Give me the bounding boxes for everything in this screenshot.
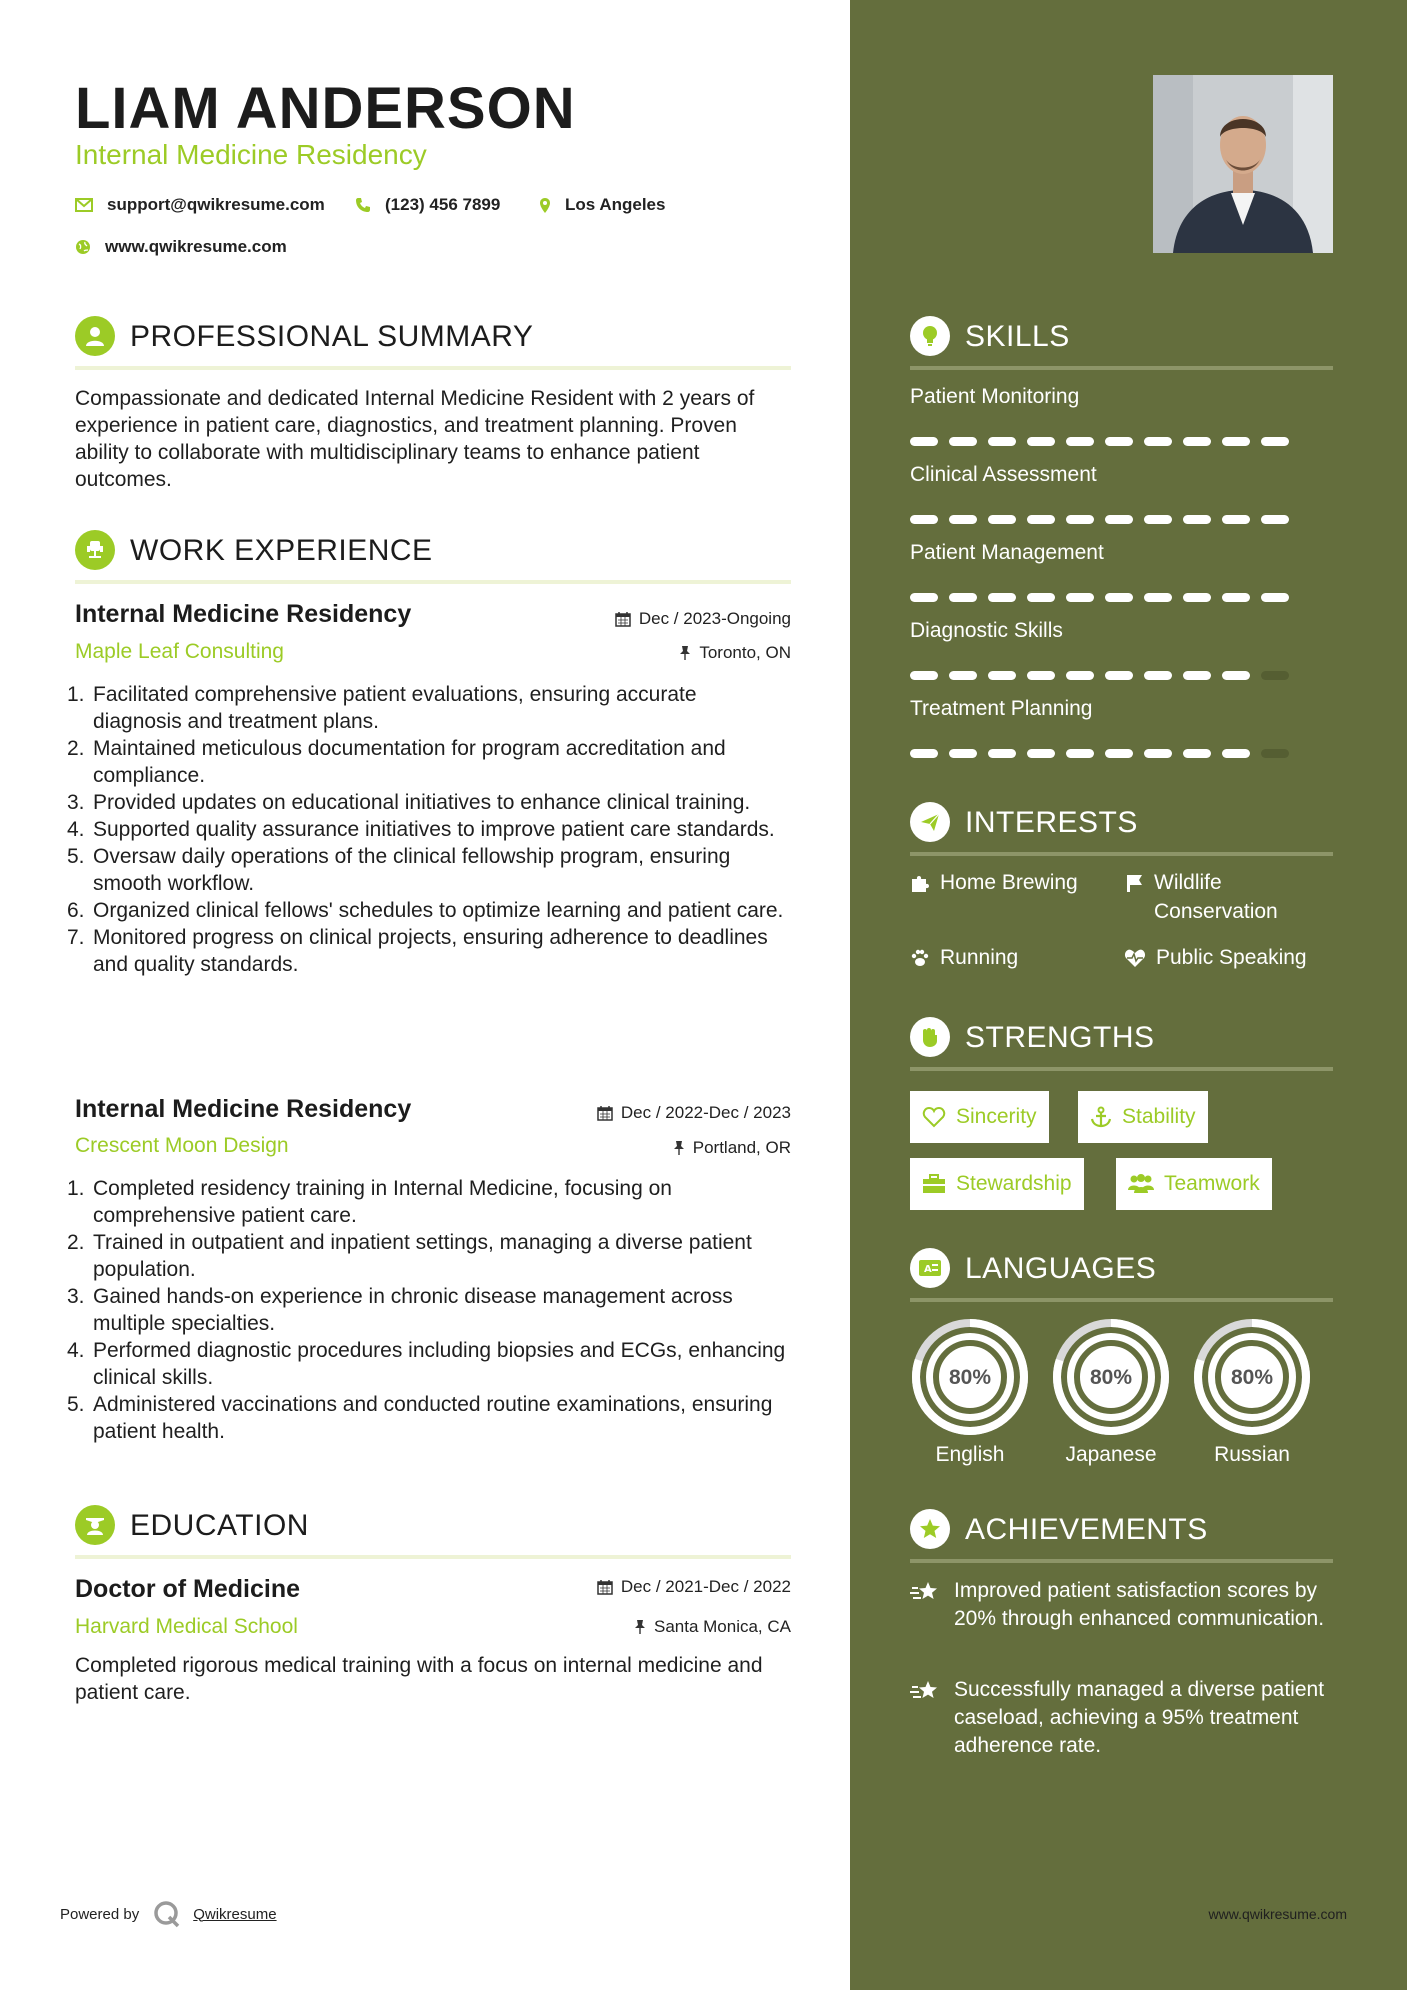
job-1-date	[615, 609, 791, 629]
education-date	[597, 1577, 791, 1597]
skill-level-dash	[1222, 749, 1250, 758]
graduate-icon	[75, 1505, 115, 1545]
job-2-date-text: Dec / 2022-Dec / 2023	[620, 1103, 791, 1122]
skill-name: Diagnostic Skills	[910, 619, 1063, 642]
map-pin-icon	[539, 197, 551, 214]
interest-label: Home Brewing	[940, 871, 1078, 894]
skill-level-dash	[1261, 593, 1289, 602]
interest-label: Public Speaking	[1156, 946, 1307, 969]
interest-wildlife-conservation	[1124, 868, 1324, 926]
fist-icon	[910, 1017, 950, 1057]
skills-title: SKILLS	[965, 320, 1070, 353]
skill-level-bar	[910, 515, 1289, 524]
skill-level-dash	[1144, 437, 1172, 446]
job-2-date	[597, 1103, 791, 1123]
calendar-icon	[597, 1105, 613, 1121]
strength-label: Stewardship	[956, 1172, 1072, 1195]
contact-location	[539, 195, 665, 215]
skill-level-dash	[1066, 515, 1094, 524]
shooting-star-icon	[910, 1579, 942, 1605]
skill-level-dash	[949, 437, 977, 446]
skill-level-dash	[949, 515, 977, 524]
job-1-location-text: Toronto, ON	[699, 643, 791, 662]
globe-icon	[75, 239, 91, 255]
skill-level-dash	[1027, 593, 1055, 602]
pushpin-icon	[679, 645, 691, 661]
paper-plane-icon	[910, 802, 950, 842]
interests-title: INTERESTS	[965, 806, 1138, 839]
skill-level-dash	[910, 749, 938, 758]
calendar-icon	[597, 1579, 613, 1595]
education-degree: Doctor of Medicine	[75, 1575, 301, 1603]
job-1-title: Internal Medicine Residency	[75, 600, 412, 628]
users-icon	[1128, 1174, 1154, 1194]
star-badge-icon	[910, 1509, 950, 1549]
experience-title: WORK EXPERIENCE	[130, 534, 433, 567]
language-name: English	[935, 1443, 1005, 1466]
strength-chip-stewardship	[910, 1158, 1084, 1210]
powered-by-text: Powered by	[60, 1905, 140, 1923]
skill-name: Patient Monitoring	[910, 385, 1080, 408]
skill-level-dash	[1027, 437, 1055, 446]
skill-level-dash	[988, 515, 1016, 524]
skill-level-dash	[1105, 749, 1133, 758]
skill-level-dash	[910, 671, 938, 680]
experience-header	[75, 530, 791, 584]
skill-level-dash	[1027, 515, 1055, 524]
job-2-location-text: Portland, OR	[692, 1138, 791, 1157]
strengths-header	[910, 1017, 1333, 1071]
summary-header	[75, 316, 791, 370]
puzzle-icon	[910, 873, 930, 893]
candidate-role: Internal Medicine Residency	[75, 139, 427, 170]
strength-label: Teamwork	[1164, 1172, 1260, 1195]
skill-level-dash	[1066, 671, 1094, 680]
qwikresume-link[interactable]: Qwikresume	[193, 1905, 277, 1923]
summary-text: Compassionate and dedicated Internal Medicine Resident with 2 years of experience in patient care, diagnostics, and treatment planning. Proven ability to collaborate with multidisciplinary teams to enhance patient outcomes.	[75, 387, 755, 491]
envelope-icon	[75, 198, 93, 212]
list-item: 4. Supported quality assurance initiatives to improve patient care standards.	[67, 818, 775, 841]
language-ring	[908, 1315, 1032, 1439]
achievement-text: Improved patient satisfaction scores by 20% through enhanced communication.	[954, 1579, 1325, 1630]
paw-icon	[910, 948, 930, 968]
strengths-title: STRENGTHS	[965, 1021, 1155, 1054]
language-card-icon	[910, 1248, 950, 1288]
email-text: support@qwikresume.com	[107, 195, 325, 214]
language-name: Russian	[1214, 1443, 1290, 1466]
job-2-company: Crescent Moon Design	[75, 1134, 289, 1157]
language-item	[1049, 1315, 1173, 1467]
language-percent: 80%	[1089, 1366, 1133, 1389]
language-ring	[1049, 1315, 1173, 1439]
skill-level-bar	[910, 437, 1289, 446]
achievement-item	[910, 1577, 1333, 1633]
skill-level-dash	[1027, 671, 1055, 680]
pushpin-icon	[673, 1140, 685, 1156]
job-1-company: Maple Leaf Consulting	[75, 640, 284, 663]
skill-name: Patient Management	[910, 541, 1104, 564]
skill-level-dash	[988, 671, 1016, 680]
education-title: EDUCATION	[130, 1509, 309, 1542]
skill-level-dash	[1144, 749, 1172, 758]
education-text: Completed rigorous medical training with a focus on internal medicine and patient care.	[75, 1654, 763, 1704]
interest-home-brewing	[910, 868, 1078, 897]
list-item: 3. Provided updates on educational initiatives to enhance clinical training.	[67, 791, 751, 814]
achievements-title: ACHIEVEMENTS	[965, 1513, 1208, 1546]
skill-name: Clinical Assessment	[910, 463, 1097, 486]
skill-level-dash	[1144, 671, 1172, 680]
skill-level-dash	[1105, 515, 1133, 524]
job-2-location	[673, 1138, 791, 1158]
skill-level-dash	[1066, 437, 1094, 446]
skill-level-dash	[1261, 749, 1289, 758]
website-text: www.qwikresume.com	[105, 237, 287, 256]
calendar-icon	[615, 611, 631, 627]
strength-label: Stability	[1122, 1105, 1196, 1128]
skill-level-dash	[1261, 437, 1289, 446]
skill-level-dash	[910, 593, 938, 602]
list-item: 2. Maintained meticulous documentation for program accreditation and compliance.	[67, 737, 726, 787]
achievement-text: Successfully managed a diverse patient caseload, achieving a 95% treatment adherence rate.	[954, 1678, 1325, 1757]
list-item: 1. Completed residency training in Internal Medicine, focusing on comprehensive patient care.	[67, 1177, 672, 1227]
phone-icon	[355, 197, 371, 213]
languages-header	[910, 1248, 1333, 1302]
skill-level-dash	[1183, 437, 1211, 446]
heartbeat-icon	[1124, 948, 1146, 968]
skill-level-dash	[1261, 671, 1289, 680]
contact-website[interactable]	[75, 237, 287, 257]
skill-level-dash	[1183, 515, 1211, 524]
skill-level-dash	[1105, 593, 1133, 602]
heart-icon	[922, 1106, 946, 1128]
interest-running	[910, 943, 1018, 972]
list-item: 4. Performed diagnostic procedures including biopsies and ECGs, enhancing clinical skills.	[67, 1339, 786, 1389]
skill-level-dash	[988, 749, 1016, 758]
languages-title: LANGUAGES	[965, 1252, 1157, 1285]
education-location-text: Santa Monica, CA	[653, 1617, 791, 1636]
skill-level-dash	[1027, 749, 1055, 758]
skill-level-dash	[1105, 671, 1133, 680]
contact-email[interactable]	[75, 195, 325, 215]
job-1-bullets	[67, 681, 791, 978]
list-item: 5. Administered vaccinations and conducted routine examinations, ensuring patient health.	[67, 1393, 773, 1443]
skill-level-dash	[1144, 515, 1172, 524]
skill-level-dash	[910, 437, 938, 446]
language-name: Japanese	[1065, 1443, 1157, 1466]
list-item: 5. Oversaw daily operations of the clinical fellowship program, ensuring smooth workflow.	[67, 845, 731, 895]
language-item	[908, 1315, 1032, 1467]
footer-site-link[interactable]: www.qwikresume.com	[1208, 1906, 1347, 1922]
shooting-star-icon	[910, 1678, 942, 1704]
education-school: Harvard Medical School	[75, 1615, 298, 1638]
interest-label: Wildlife Conservation	[1154, 871, 1278, 923]
flag-icon	[1124, 873, 1144, 893]
skill-level-dash	[910, 515, 938, 524]
briefcase-icon	[922, 1174, 946, 1194]
skill-level-dash	[1183, 671, 1211, 680]
strength-label: Sincerity	[956, 1105, 1037, 1128]
achievement-item	[910, 1676, 1333, 1760]
education-location	[634, 1617, 791, 1637]
skill-level-bar	[910, 671, 1289, 680]
skill-level-bar	[910, 749, 1289, 758]
list-item: 6. Organized clinical fellows' schedules to optimize learning and patient care.	[67, 899, 784, 922]
user-icon	[75, 316, 115, 356]
list-item: 1. Facilitated comprehensive patient evaluations, ensuring accurate diagnosis and treatment plans.	[67, 683, 697, 733]
language-percent: 80%	[948, 1366, 992, 1389]
job-1-date-text: Dec / 2023-Ongoing	[638, 609, 791, 628]
language-percent: 80%	[1230, 1366, 1274, 1389]
skill-level-dash	[1066, 749, 1094, 758]
language-item	[1190, 1315, 1314, 1467]
job-2-bullets	[67, 1175, 791, 1445]
skill-name: Treatment Planning	[910, 697, 1093, 720]
job-2-title: Internal Medicine Residency	[75, 1095, 412, 1123]
anchor-icon	[1090, 1106, 1112, 1128]
skill-level-dash	[1222, 593, 1250, 602]
skill-level-dash	[988, 593, 1016, 602]
skill-level-dash	[988, 437, 1016, 446]
skill-level-dash	[949, 749, 977, 758]
skill-level-dash	[1261, 515, 1289, 524]
skill-level-dash	[1144, 593, 1172, 602]
phone-text: (123) 456 7899	[385, 195, 501, 214]
strength-chip-stability	[1078, 1091, 1208, 1143]
skill-level-dash	[949, 671, 977, 680]
skill-level-dash	[1222, 515, 1250, 524]
achievements-header	[910, 1509, 1333, 1563]
qwikresume-logo-icon	[153, 1900, 181, 1928]
interest-label: Running	[940, 946, 1019, 969]
interests-header	[910, 802, 1333, 856]
job-1-location	[679, 643, 791, 663]
skill-level-dash	[949, 593, 977, 602]
lightbulb-icon	[910, 316, 950, 356]
skill-level-dash	[1183, 593, 1211, 602]
svg-text:A: A	[924, 1264, 932, 1275]
skills-header	[910, 316, 1333, 370]
skill-level-bar	[910, 593, 1289, 602]
skill-level-dash	[1222, 671, 1250, 680]
briefcase-chair-icon	[75, 530, 115, 570]
list-item: 3. Gained hands-on experience in chronic disease management across multiple specialties.	[67, 1285, 733, 1335]
profile-photo	[1153, 75, 1333, 253]
list-item: 2. Trained in outpatient and inpatient settings, managing a diverse patient population.	[67, 1231, 752, 1281]
pushpin-icon	[634, 1619, 646, 1635]
summary-title: PROFESSIONAL SUMMARY	[130, 320, 534, 353]
strength-chip-teamwork	[1116, 1158, 1272, 1210]
language-ring	[1190, 1315, 1314, 1439]
education-date-text: Dec / 2021-Dec / 2022	[620, 1577, 791, 1596]
contact-phone[interactable]	[355, 195, 500, 215]
location-text: Los Angeles	[565, 195, 666, 214]
candidate-name: LIAM ANDERSON	[75, 76, 576, 141]
skill-level-dash	[1222, 437, 1250, 446]
footer-powered-by	[60, 1900, 277, 1928]
skill-level-dash	[1183, 749, 1211, 758]
skill-level-dash	[1066, 593, 1094, 602]
education-header	[75, 1505, 791, 1559]
strength-chip-sincerity	[910, 1091, 1049, 1143]
interest-public-speaking	[1124, 943, 1307, 972]
skill-level-dash	[1105, 437, 1133, 446]
list-item: 7. Monitored progress on clinical projects, ensuring adherence to deadlines and quality standards.	[67, 926, 768, 976]
